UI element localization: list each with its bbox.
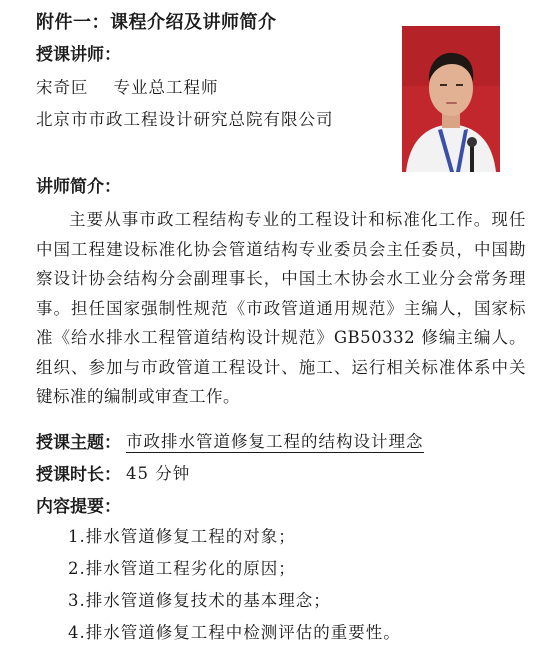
outline-label: 内容提要： bbox=[36, 497, 121, 517]
topic-value-text: 市政排水管道修复工程的结构设计理念 bbox=[126, 432, 424, 451]
topic-label: 授课主题： bbox=[36, 433, 121, 453]
outline-item: 4.排水管道修复工程中检测评估的重要性。 bbox=[68, 623, 401, 642]
outline-item: 3.排水管道修复技术的基本理念； bbox=[68, 591, 331, 610]
outline-item: 2.排水管道工程劣化的原因； bbox=[68, 559, 296, 578]
topic-value bbox=[126, 428, 424, 452]
instructor-name-title: 宋奇叵 专业总工程师 bbox=[36, 78, 219, 97]
outline-item: 1.排水管道修复工程的对象； bbox=[68, 527, 296, 546]
duration-value: 45 分钟 bbox=[126, 464, 191, 483]
instructor-organization: 北京市市政工程设计研究总院有限公司 bbox=[36, 110, 334, 129]
duration-label: 授课时长： bbox=[36, 465, 121, 485]
portrait-photo bbox=[402, 26, 500, 172]
instructor-label: 授课讲师： bbox=[36, 45, 121, 65]
bio-paragraph: 主要从事市政工程结构专业的工程设计和标准化工作。现任中国工程建设标准化协会管道结构专业委员会主任委员，中国勘察设计协会结构分会副理事长，中国土木协会水工业分会常务理事。担任国家强制性规范《市政管道通用规范》主编人，国家标准《给水排水工程管道结构设计规范》GB50332 修编主编人。组织、参加与市政管道工程设计、施工、运行相关标准体系中关键标准的编制或审查工作。 bbox=[36, 210, 526, 406]
bio-label: 讲师简介： bbox=[36, 177, 121, 197]
instructor-photo bbox=[402, 26, 500, 172]
document-title: 附件一：课程介绍及讲师简介 bbox=[36, 12, 277, 33]
